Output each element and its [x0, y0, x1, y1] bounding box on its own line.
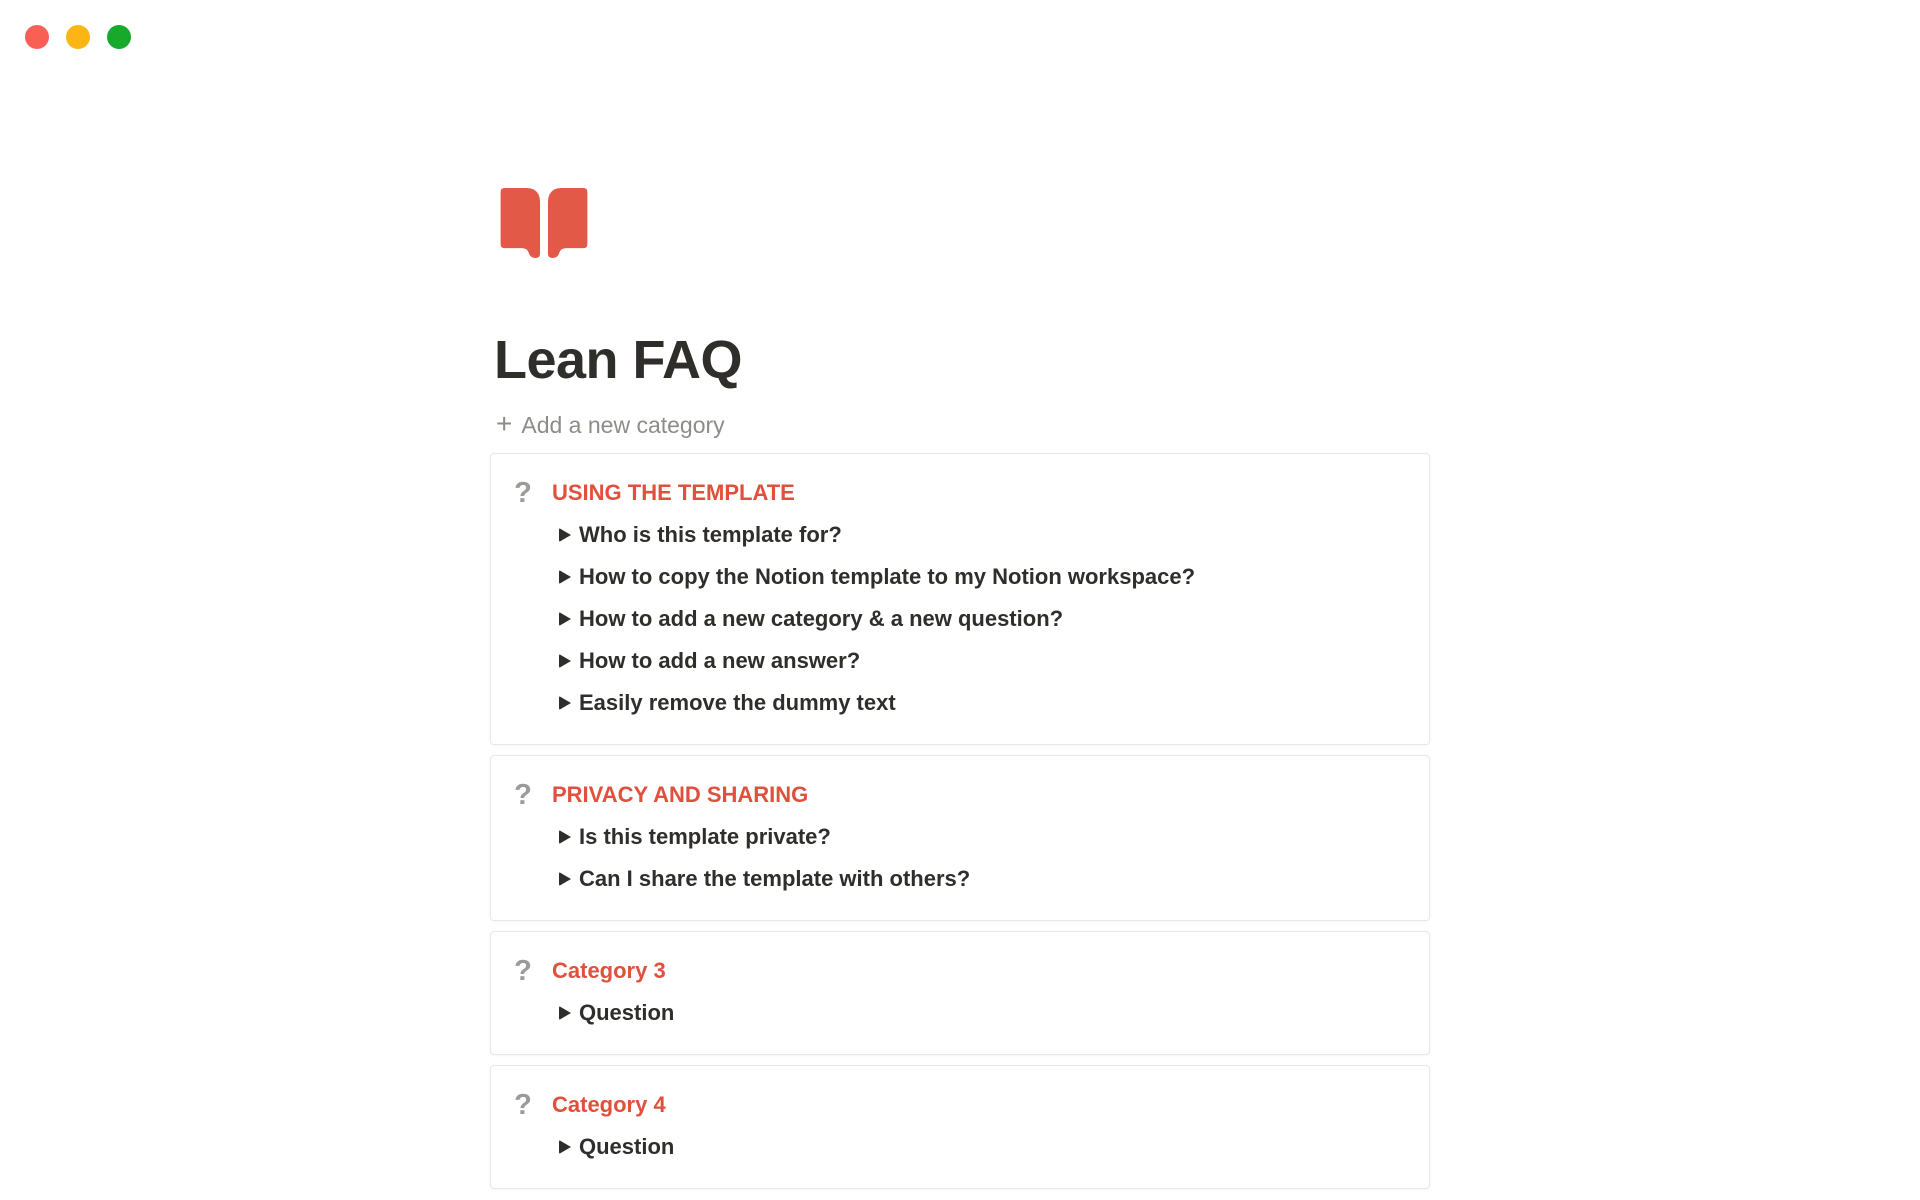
question-mark-icon: ? [514, 778, 532, 811]
category-card-using-the-template [490, 453, 1430, 745]
category-card-3 [490, 931, 1430, 1055]
question-mark-icon: ? [514, 476, 532, 509]
question-label: Question [579, 1134, 675, 1160]
question-toggle[interactable] [514, 514, 842, 556]
question-toggle[interactable] [514, 556, 1195, 598]
category-title[interactable]: Category 4 [552, 1092, 666, 1118]
question-toggle[interactable] [514, 816, 831, 858]
question-label: Easily remove the dummy text [579, 690, 896, 716]
question-label: Who is this template for? [579, 522, 842, 548]
question-toggle[interactable] [514, 992, 674, 1034]
question-toggle[interactable] [514, 640, 860, 682]
close-window-button[interactable] [25, 25, 49, 49]
toggle-triangle-icon[interactable] [559, 696, 571, 710]
toggle-triangle-icon[interactable] [559, 830, 571, 844]
question-mark-icon: ? [514, 954, 532, 987]
toggle-triangle-icon[interactable] [559, 612, 571, 626]
question-toggle[interactable] [514, 858, 970, 900]
plus-icon: + [496, 408, 513, 440]
window-controls [25, 25, 131, 49]
question-label: How to add a new category & a new question? [579, 606, 1064, 632]
question-label: Question [579, 1000, 675, 1026]
toggle-triangle-icon[interactable] [559, 528, 571, 542]
add-category-button[interactable] [496, 408, 725, 442]
toggle-triangle-icon[interactable] [559, 1140, 571, 1154]
question-label: How to add a new answer? [579, 648, 861, 674]
category-card-list [490, 453, 1430, 1189]
category-title[interactable]: USING THE TEMPLATE [552, 480, 795, 506]
minimize-window-button[interactable] [66, 25, 90, 49]
fullscreen-window-button[interactable] [107, 25, 131, 49]
question-label: How to copy the Notion template to my Notion workspace? [579, 564, 1196, 590]
question-toggle[interactable] [514, 598, 1063, 640]
question-label: Can I share the template with others? [579, 866, 971, 892]
category-card-4 [490, 1065, 1430, 1189]
toggle-triangle-icon[interactable] [559, 654, 571, 668]
category-title[interactable]: Category 3 [552, 958, 666, 984]
toggle-triangle-icon[interactable] [559, 1006, 571, 1020]
toggle-triangle-icon[interactable] [559, 872, 571, 886]
add-category-label: Add a new category [521, 411, 725, 438]
category-title[interactable]: PRIVACY AND SHARING [552, 782, 809, 808]
toggle-triangle-icon[interactable] [559, 570, 571, 584]
question-toggle[interactable] [514, 1126, 674, 1168]
question-mark-icon: ? [514, 1088, 532, 1121]
category-header [514, 950, 1405, 992]
category-header [514, 472, 1405, 514]
category-header [514, 774, 1405, 816]
page-content [490, 188, 1430, 1199]
question-toggle[interactable] [514, 682, 896, 724]
page-title[interactable]: Lean FAQ [494, 330, 743, 390]
open-book-icon[interactable] [500, 188, 588, 259]
question-label: Is this template private? [579, 824, 831, 850]
category-card-privacy-and-sharing [490, 755, 1430, 921]
category-header [514, 1084, 1405, 1126]
